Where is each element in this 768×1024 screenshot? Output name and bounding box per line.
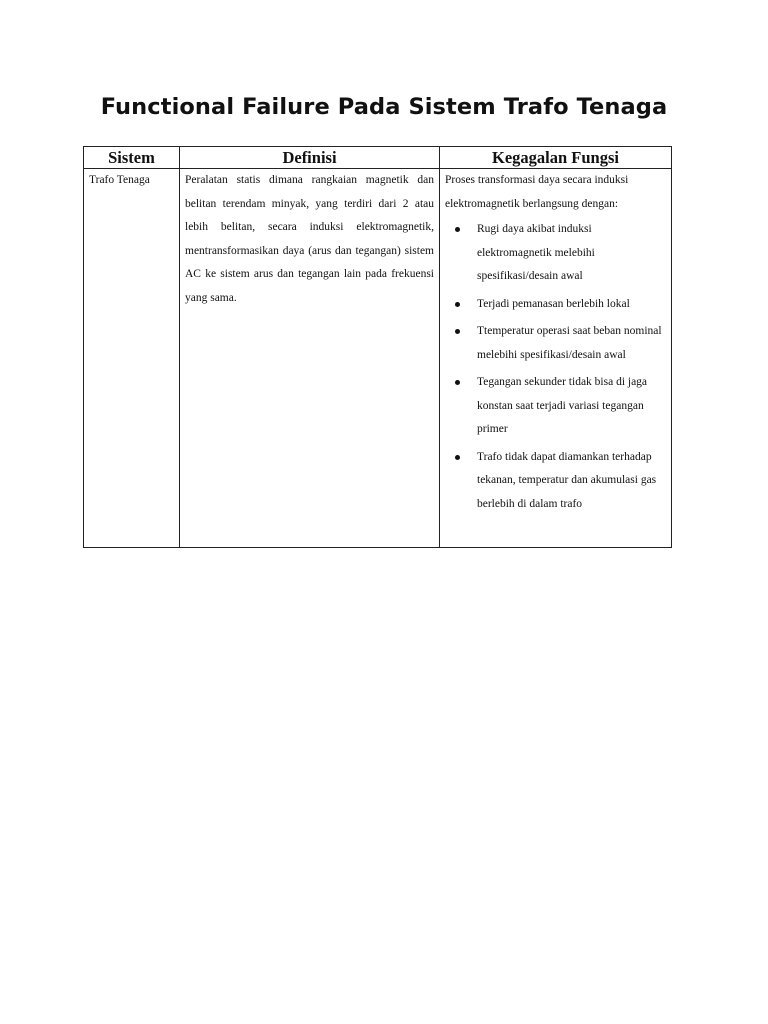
page-title: Functional Failure Pada Sistem Trafo Tenaga <box>100 94 668 120</box>
table-row <box>84 169 672 548</box>
functional-failure-table <box>83 146 672 548</box>
list-item-text: Terjadi pemanasan berlebih lokal <box>477 297 630 310</box>
list-item <box>445 293 666 317</box>
cell-kegagalan-fungsi <box>440 169 672 548</box>
list-item-text: Rugi daya akibat induksi elektromagnetik melebihi spesifikasi/desain awal <box>477 223 595 282</box>
cell-sistem: Trafo Tenaga <box>84 169 180 548</box>
bullet-icon <box>455 227 460 232</box>
list-item <box>445 371 666 442</box>
bullet-icon <box>455 329 460 334</box>
header-kegagalan-fungsi: Kegagalan Fungsi <box>440 147 672 169</box>
header-definisi: Definisi <box>180 147 440 169</box>
table-header-row <box>84 147 672 169</box>
list-item <box>445 446 666 517</box>
kegagalan-intro: Proses transformasi daya secara induksi elektromagnetik berlangsung dengan: <box>445 174 629 210</box>
list-item <box>445 218 666 289</box>
list-item-text: Ttemperatur operasi saat beban nominal melebihi spesifikasi/desain awal <box>477 325 662 361</box>
failure-list <box>445 218 666 516</box>
list-item-text: Tegangan sekunder tidak bisa di jaga konstan saat terjadi variasi tegangan primer <box>477 376 648 435</box>
bullet-icon <box>455 380 460 385</box>
list-item <box>445 320 666 367</box>
cell-definisi: Peralatan statis dimana rangkaian magnetik dan belitan terendam minyak, yang terdiri dari 2 atau lebih belitan, secara induksi elektromagnetik, mentransformasikan daya (arus dan tegangan) sistem AC ke sistem arus dan tegangan lain pada frekuensi yang sama. <box>180 169 440 548</box>
header-sistem: Sistem <box>84 147 180 169</box>
bullet-icon <box>455 455 460 460</box>
bullet-icon <box>455 302 460 307</box>
list-item-text: Trafo tidak dapat diamankan terhadap tekanan, temperatur dan akumulasi gas berlebih di dalam trafo <box>477 450 657 510</box>
